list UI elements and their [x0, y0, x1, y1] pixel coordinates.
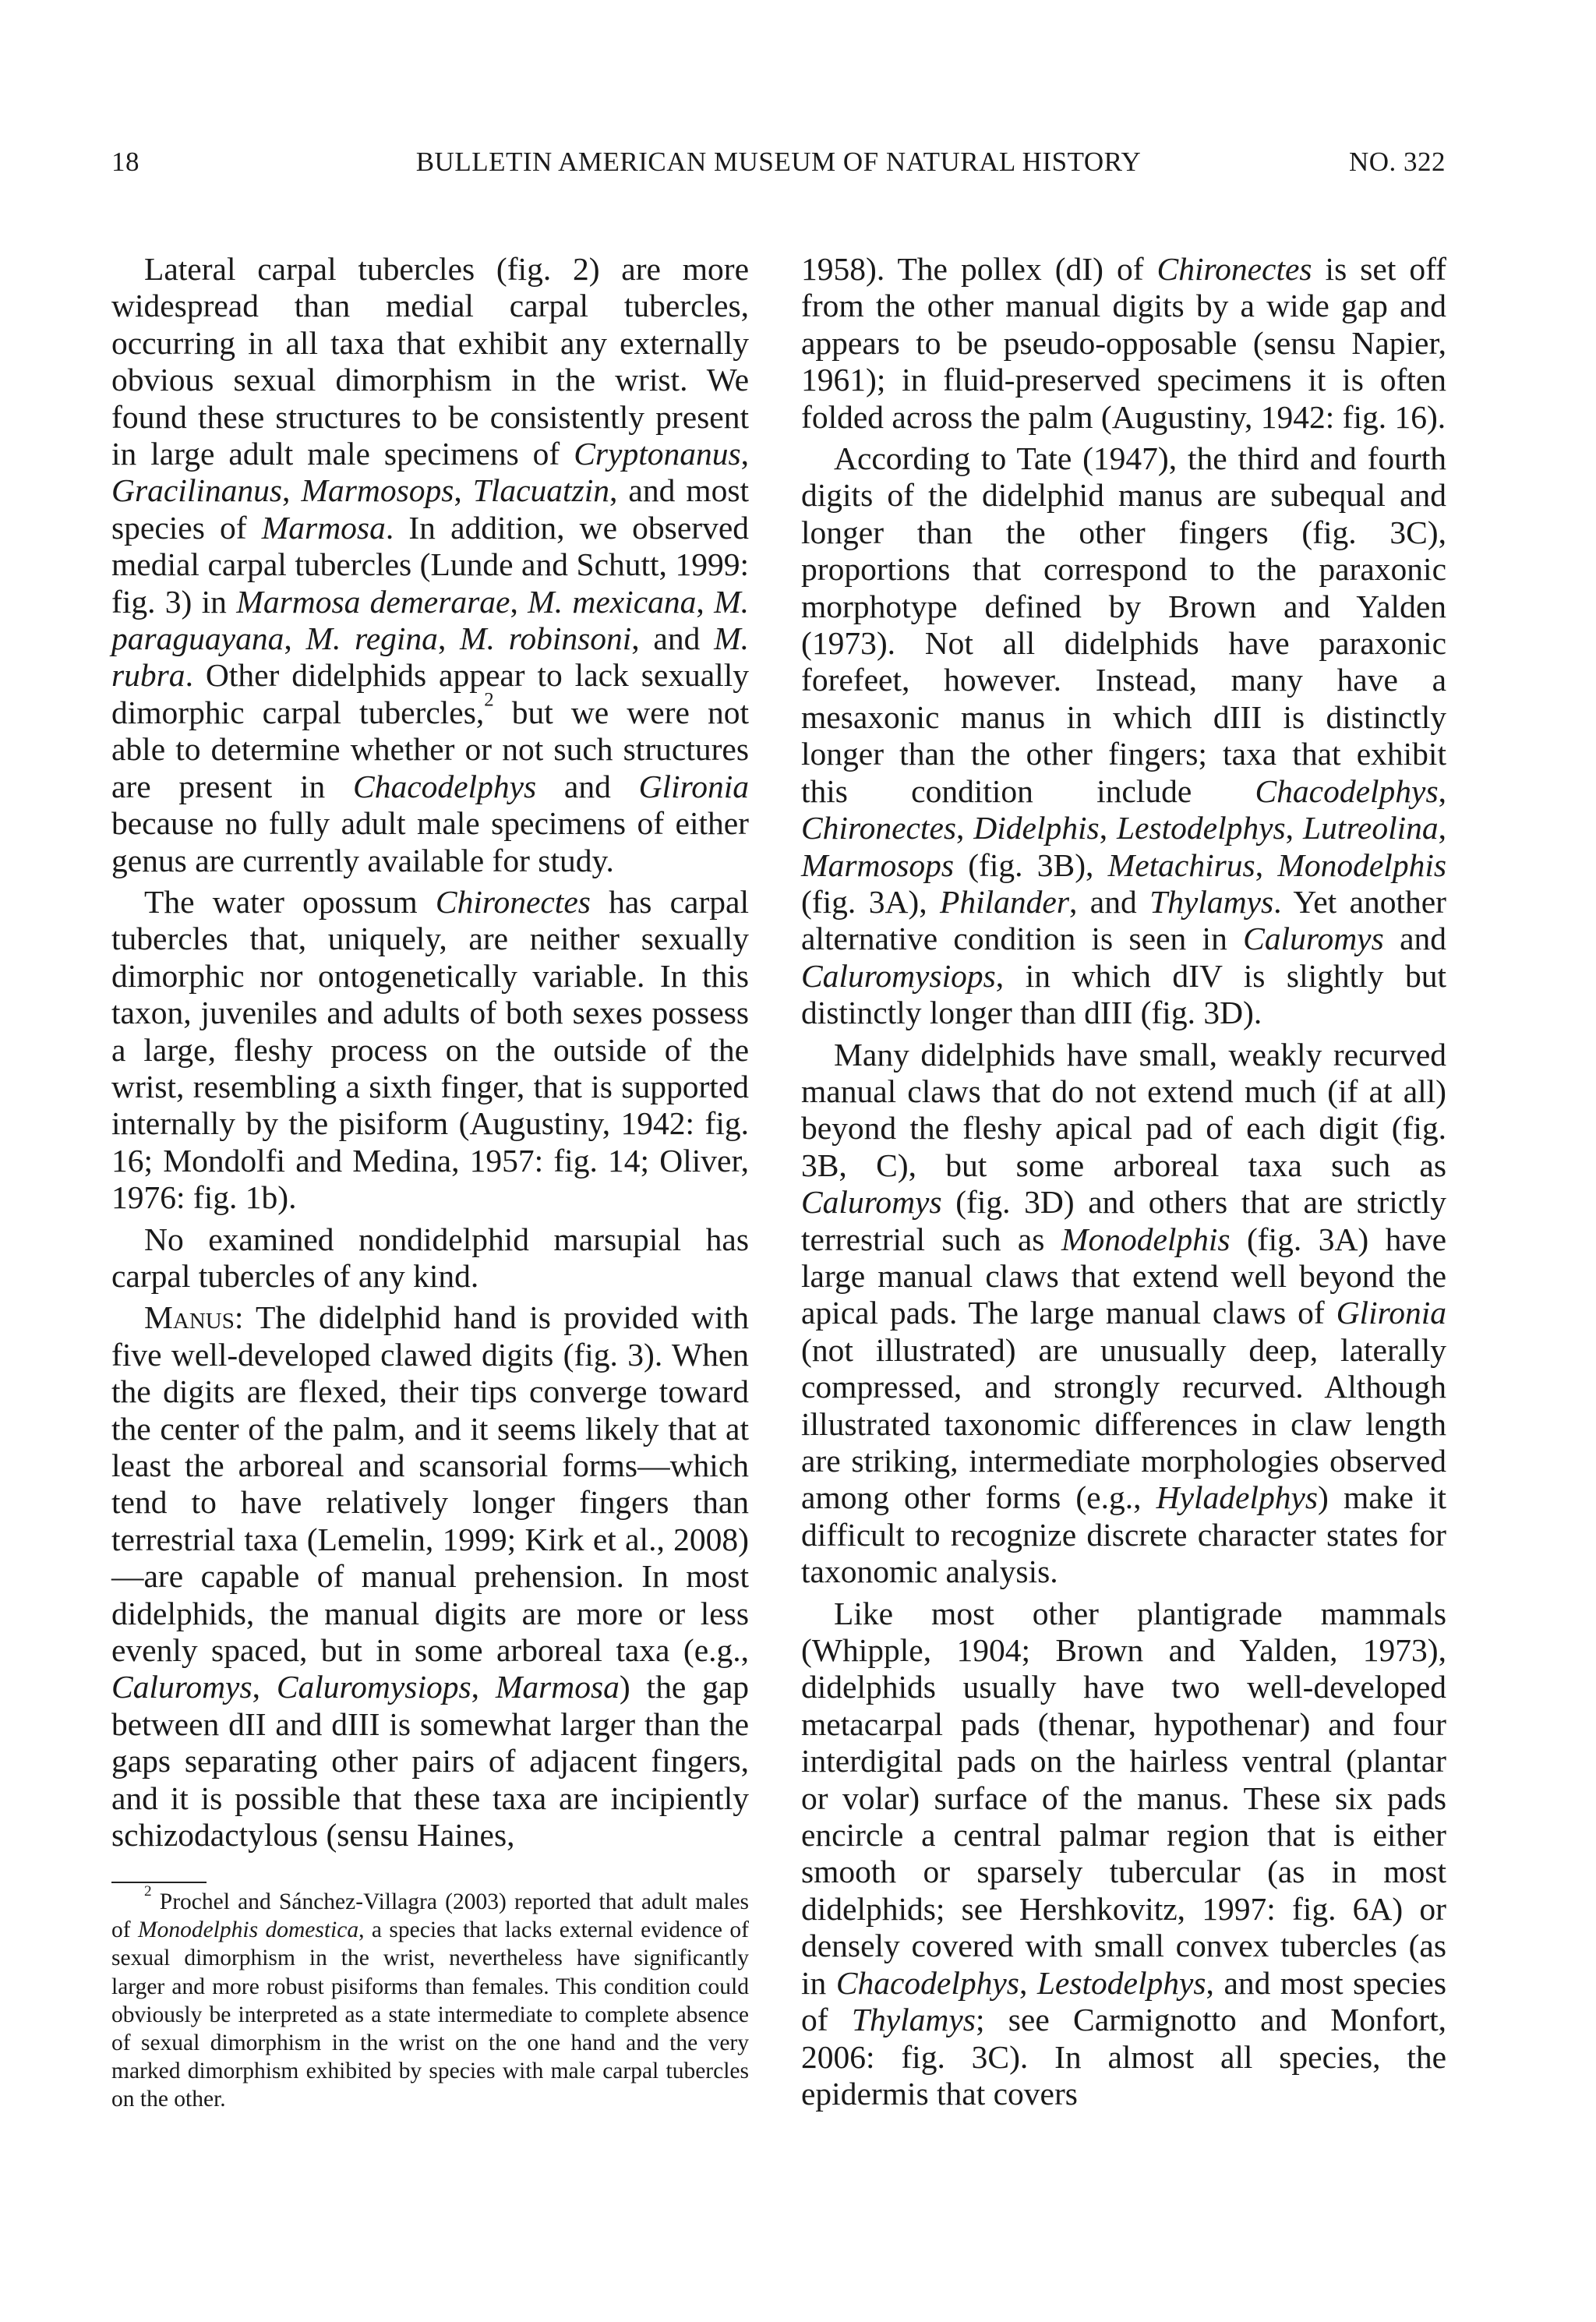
footnote-reference: 2 — [484, 689, 494, 711]
paragraph-water-opossum: The water opossum Chironectes has carpal tubercles that, uniquely, are neither sexually dimorphic nor ontogenetically variable. In this taxon, juveniles and adults of both sexes possess a large, fleshy process on the outside of the wrist, resembling a sixth finger, that is supported internally by the pisiform (Augustiny, 1942: fig. 16; Mondolfi and Medina, 1957: fig. 14; Oliver, 1976: fig. 1b). — [111, 883, 749, 1216]
footnote-divider — [111, 1882, 207, 1883]
journal-title: BULLETIN AMERICAN MUSEUM OF NATURAL HISTORY — [415, 147, 1142, 177]
paragraph-lateral-carpal-tubercles: Lateral carpal tubercles (fig. 2) are more widespread than medial carpal tubercles, occurring in all taxa that exhibit any externally obvious sexual dimorphism in the wrist. We found these structures to be consistently present in large adult male specimens of Cryptonanus, Gracilinanus, Marmosops, Tlacuatzin, and most species of Marmosa. In addition, we observed medial carpal tubercles (Lunde and Schutt, 1999: fig. 3) in Marmosa demerarae, M. mexicana, M. paraguayana, M. regina, M. robinsoni, and M. rubra. Other didelphids appear to lack sexually dimorphic carpal tubercles,$^2$ but we were not able to determine whether or not such structures are present in Chacodelphys and Glironia because no fully adult male specimens of either genus are currently available for study. — [111, 251, 750, 878]
section-heading-manus: Manus — [144, 1299, 235, 1336]
paragraph-manual-claws: Many didelphids have small, weakly recurved manual claws that do not extend much (if at all) beyond the fleshy apical pad of each digit (fig. 3B, C), but some arboreal taxa such as Caluromys (fig. 3D) and others that are strictly terrestrial such as Monodelphis (fig. 3A) have large manual claws that extend well beyond the apical pads. The large manual claws of Glironia (not illustrated) are unusually deep, laterally compressed, and strongly recurved. Although illustrated taxonomic differences in claw length are striking, intermediate morphologies observed among other forms (e.g., Hyladelphys) make it difficult to recognize discrete character states for taxonomic analysis. — [801, 1036, 1447, 1590]
paragraph-nondidelphid: No examined nondidelphid marsupial has carpal tubercles of any kind. — [111, 1221, 749, 1294]
paragraph-pollex: 1958). The pollex (dI) of Chironectes is set off from the other manual digits by a wide gap and appears to be pseudo-opposable (sensu Napier, 1961); in fluid-preserved specimens it is often folded across the palm (Augustiny, 1942: fig. 16). — [801, 251, 1446, 435]
right-column — [801, 251, 1446, 2117]
paragraph-palmar-pads: Like most other plantigrade mammals (Whipple, 1904; Brown and Yalden, 1973), didelphids usually have two well-developed metacarpal pads (thenar, hypothenar) and four interdigital pads on the hairless ventral (plantar or volar) surface of the manus. These six pads encircle a central palmar region that is either smooth or sparsely tubercular (as in most didelphids; see Hershkovitz, 1997: fig. 6A) or densely covered with small convex tubercles (as in Chacodelphys, Lestodelphys, and most species of Thylamys; see Carmignotto and Monfort, 2006: fig. 3C). In almost all species, the epidermis that covers — [801, 1595, 1446, 2112]
paragraph-digit-proportions: According to Tate (1947), the third and fourth digits of the didelphid manus are subequal and longer than the other fingers (fig. 3C), proportions that correspond to the paraxonic morphotype defined by Brown and Yalden (1973). Not all didelphids have paraxonic forefeet, however. Instead, many have a mesaxonic manus in which dIII is distinctly longer than the other fingers; taxa that exhibit this condition include Chacodelphys, Chironectes, Didelphis, Lestodelphys, Lutreolina, Marmosops (fig. 3B), Metachirus, Monodelphis (fig. 3A), Philander, and Thylamys. Yet another alternative condition is seen in Caluromys and Caluromysiops, in which dIV is slightly but distinctly longer than dIII (fig. 3D). — [801, 440, 1447, 1031]
running-header — [111, 147, 1446, 186]
left-column — [111, 251, 749, 1858]
footnote: $^2$ Prochel and Sánchez-Villagra (2003) reported that adult males of Monodelphis domestica, a species that lacks external evidence of sexual dimorphism in the wrist, nevertheless have significantly larger and more robust pisiforms than females. This condition could obviously be interpreted as a state intermediate to complete absence of sexual dimorphism in the wrist on the one hand and the very marked dimorphism exhibited by species with male carpal tubercles on the other. — [111, 1882, 750, 2112]
paragraph-manus: Manus: The didelphid hand is provided with five well-developed clawed digits (fig. 3). When the digits are flexed, their tips converge toward the center of the palm, and it seems likely that at least the arboreal and scansorial forms—which tend to have relatively longer fingers than terrestrial taxa (Lemelin, 1999; Kirk et al., 2008)—are capable of manual prehension. In most didelphids, the manual digits are more or less evenly spaced, but in some arboreal taxa (e.g., Caluromys, Caluromysiops, Marmosa) the gap between dII and dIII is somewhat larger than the gaps separating other pairs of adjacent fingers, and it is possible that these taxa are incipiently schizodactylous (sensu Haines, — [111, 1299, 750, 1854]
footnote-number: 2 — [144, 1882, 152, 1900]
page-number: 18 — [111, 147, 139, 177]
issue-number: NO. 322 — [1348, 147, 1446, 177]
